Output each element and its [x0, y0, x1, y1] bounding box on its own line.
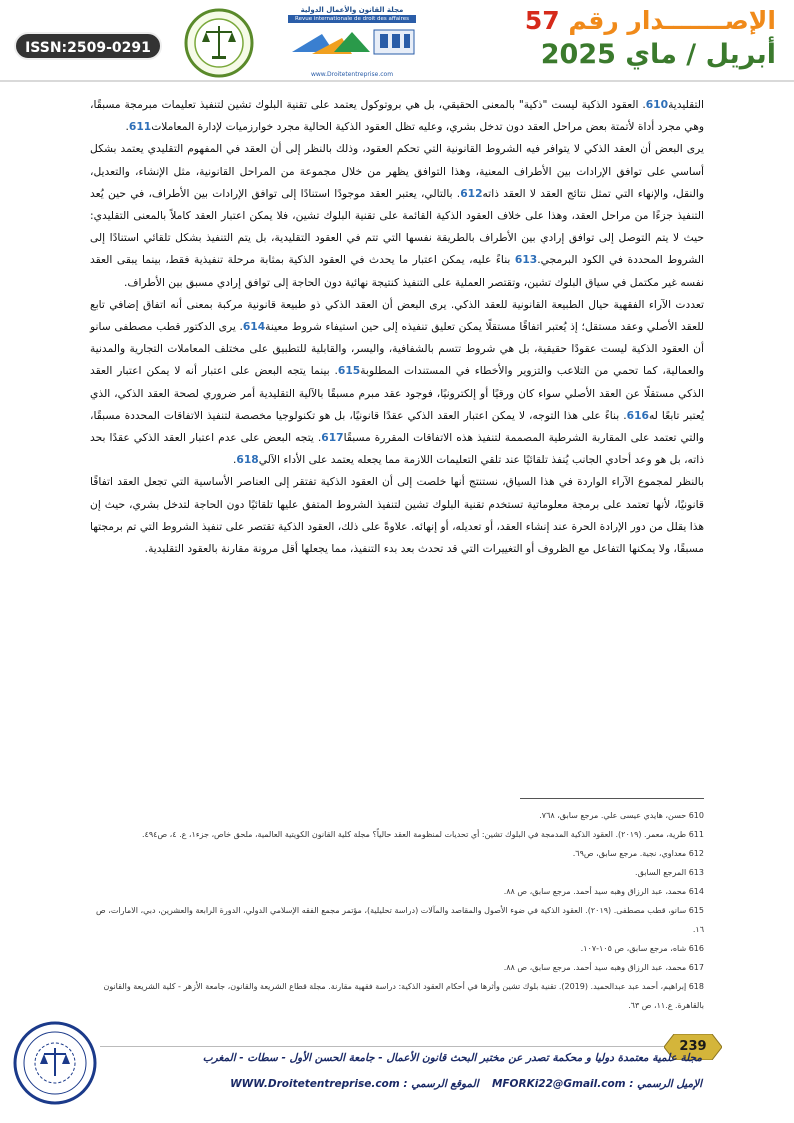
footnote-ref-link[interactable]: 612 [460, 186, 483, 200]
paragraph-text: يرى البعض أن العقد الذكي لا يتوافر فيه الشروط القانونية التي تحكم العقود، وذلك بالنظر إلى أن العقد في المفهوم التقليدي يعتمد بشكل أساسي على توافق الإرادات بين الأطراف المعنية، وهذا التوافق يظهر من خلال مجموعة من المراحل القانونية، مثل الإنشاء، والتعديل، والنقل، والإنهاء التي تمثل نتائج العقد لا العقد ذاته [90, 142, 704, 200]
footnote: 618 إبراهيم، أحمد عبد عبدالحميد. (2019). تقنية بلوك تشين وأثرها في أحكام العقود الذكية: دراسة فقهية مقارنة. مجلة قطاع الشريعة والقانون، جامعة الأزهر - كلية الشريعة والقانون بالقاهرة. ع.١١، ص ٦٣. [103, 982, 704, 1010]
footnote: 617 محمد، عبد الرزاق وهبه سيد أحمد. مرجع سابق، ص ٨٨. [503, 963, 704, 972]
issn-badge: ISSN:2509-0291 [14, 32, 162, 60]
footnote: 613 المرجع السابق. [635, 868, 704, 877]
university-seal-icon [12, 1020, 98, 1106]
paragraph-text: التقليدية [668, 98, 704, 111]
email-link[interactable]: MFORKi22@Gmail.com [491, 1078, 626, 1090]
site-label: الموقع الرسمي : [403, 1078, 479, 1090]
issue-date: أبريل / ماي 2025 [540, 39, 776, 70]
issue-number: 57 [524, 6, 560, 35]
footnote-ref-link[interactable]: 618 [236, 453, 259, 467]
lab-seal-icon [174, 8, 264, 78]
paragraph [90, 94, 704, 138]
footnote-ref-link[interactable]: 617 [321, 431, 344, 445]
paragraph-text: . العقود الذكية ليست "ذكية" بالمعنى الحقيقي، بل هي بروتوكول يعتمد على تقنية البلوك تشين لتنفيذ تعليمات مبرمجة مسبقًا، وهي مجرد أداة لأتمتة بعض مراحل العقد دون تدخل بشري، وعليه تظل العقود الذكية الحالية مجرد خوارزميات لإدارة المعاملات [90, 98, 704, 134]
footnote-ref-link[interactable]: 615 [337, 364, 361, 378]
journal-title: مجلة القانون والأعمال الدولية [300, 6, 404, 14]
header-divider [0, 80, 794, 82]
footnote-ref-link[interactable]: 610 [645, 98, 669, 111]
journal-url: www.Droitetentreprise.com [310, 71, 394, 78]
paragraph-text: . [233, 453, 237, 467]
journal-logo [282, 6, 422, 78]
paragraph-text: بناءً عليه، يمكن اعتبار ما يحدث في العقود الذكية بمثابة مرحلة تنفيذية فقط، بينما يبقى العقد نفسه غير مكتمل في سياق البلوك تشين، وتقتصر العملية على التنفيذ كنتيجة نهائية دون الحاجة إلى توافق إرادي مسبق بين الأطراف. [90, 253, 704, 289]
footnote-ref-link[interactable]: 613 [514, 253, 538, 267]
article-body [90, 94, 704, 560]
footnote-ref-link[interactable]: 611 [128, 120, 152, 134]
footnote-separator [520, 798, 704, 799]
issue-line [506, 6, 776, 35]
paragraph [90, 471, 704, 560]
paragraph [90, 138, 704, 293]
issue-word: الإصـــــــدار رقم [568, 6, 776, 35]
book-logo-icon [282, 24, 422, 60]
footnote-ref-link[interactable]: 616 [626, 408, 649, 422]
footnote: 611 طرية، معمر. (٢٠١٩). العقود الذكية المدمجة في البلوك تشين: أي تحديات لمنظومة العقد حالياً؟ مجلة كلية القانون الكويتية العالمية، ملحق خاص، جزء١، ع. ٤، ص٤٩٤. [142, 830, 704, 839]
footnote: 610 حسن، هايدي عيسى علي. مرجع سابق، ٧٦٨. [539, 811, 704, 820]
paragraph-text: . بناءً على هذا التوجه، لا يمكن اعتبار العقد الذكي عقدًا قانونيًا، بل هو تكنولوجيا مخصصة لتنفيذ الاتفاقات المحددة مسبقًا، والتي تعتمد على المقاربة الشرطية المصممة لتنفيذ هذه الاتفاقات المقررة مسبقًا [90, 408, 704, 445]
page-header [0, 0, 794, 88]
footnote-ref-link[interactable]: 614 [242, 320, 266, 334]
footnotes [90, 806, 704, 1015]
footnote: 615 سانو، قطب مصطفى. (٢٠١٩). العقود الذكية في ضوء الأصول والمقاصد والمآلات (دراسة تحليلية)، مؤتمر مجمع الفقه الإسلامي الدولي، الدورة الرابعة والعشرين، دبي، الامارات، ص ١٦. [96, 906, 704, 934]
paragraph [90, 294, 704, 472]
paragraph-text: . [125, 120, 129, 134]
email-label: الإميل الرسمي : [629, 1078, 702, 1090]
footnote: 614 محمد، عبد الرزاق وهبه سيد أحمد. مرجع سابق، ص ٨٨. [503, 887, 704, 896]
paragraph-text: . بالتالي، يعتبر العقد موجودًا استنادًا إلى توافق الإرادات بين الأطراف، في حين يُعد التنفيذ جزءًا من مراحل العقد، وهذا على خلاف العقود الذكية القائمة على تقنية البلوك تشين، فلا يمكن اعتبار العقد كاملاً بالمعنى التقليدي: حيث لا يتم التوصل إلى توافق إرادي بين الأطراف بالطريقة نفسها التي تتم في العقود التقليدية، بل يتم التنفيذ بشكل تلقائي استنادًا إلى الشروط المحددة في الكود البرمجي. [90, 186, 704, 267]
paragraph-text: . يرى الدكتور قطب مصطفى سانو أن العقود الذكية ليست عقودًا حقيقية، بل هي شروط تتسم بالشفافية، واليسر، والقابلية للتطبيق على مختلف المعاملات التجارية والمدنية والعمالية، كما تحمي من التلاعب والتزوير والأخطاء في المستندات المطلوبة [90, 320, 704, 378]
page-number: 239 [679, 1039, 707, 1054]
footnote: 612 معداوي، نجية. مرجع سابق، ص٦٩. [572, 849, 704, 858]
footer-contact-line [132, 1078, 702, 1090]
journal-band: Revue internationale de droit des affaires [288, 15, 416, 23]
footer-journal-line: مجلة علمية معتمدة دوليا و محكمة تصدر عن مختبر البحث قانون الأعمال - جامعة الحسن الأول - سطات - المغرب [202, 1052, 702, 1064]
footnote: 616 شاه، مرجع سابق، ص ١٠٥-١٠٧. [580, 944, 704, 953]
paragraph-text: . بينما يتجه البعض على اعتبار أنه لا يمكن اعتبار العقد الذكي مستقلًا عن العقد الأصلي سواء كان ورقيًا أو إلكترونيًا، فوجود عقد مبرم مسبقًا بالآلية التقليدية أمر ضروري لصحة العقد الذكي، الذي يُعتبر تابعًا له [90, 364, 704, 422]
paragraph-text: . يتجه البعض على عدم اعتبار العقد الذكي عقدًا بحد ذاته، بل هو وعد أحادي الجانب يُنفذ تلقائيًا عند تلقي التعليمات اللازمة مما يجعله يعتمد على الأداء الآلي [90, 431, 704, 467]
paragraph-text: بالنظر لمجموع الآراء الواردة في هذا السياق، نستنتج أنها خلصت إلى أن العقود الذكية تفتقر إلى العناصر الأساسية التي تجعل العقد اتفاقًا قانونيًا، لأنها تعتمد على برمجة معلوماتية تستخدم تقنية البلوك تشين لتنفيذ الشروط المتفق عليها تلقائيًا دون الحاجة لتدخل بشري، حيث إن هذا يقلل من دور الإرادة الحرة عند إنشاء العقد، أو تعديله، أو إنهائه. علاوةً على ذلك، العقود الذكية تقتصر على تنفيذ الشروط التي تم برمجتها مسبقًا، ولا يمكنها التفاعل مع الظروف أو التغييرات التي قد تحدث بعد بدء التنفيذ، مما يجعلها أقل مرونة مقارنة بالعقود التقليدية. [90, 475, 704, 556]
footer-divider [100, 1046, 664, 1047]
paragraph-text: تعددت الآراء الفقهية حيال الطبيعة القانونية للعقد الذكي. يرى البعض أن العقد الذكي ذو طبيعة قانونية مركبة بمعنى أنه اتفاق إضافي تابع للعقد الأصلي وعقد مستقل؛ إذ يُعتبر اتفاقًا مستقلًا يمكن تعليق تنفيذه إلى حين استيفاء شروط معينة [90, 297, 704, 334]
site-link[interactable]: WWW.Droitetentreprise.com [230, 1078, 400, 1090]
issue-info [506, 6, 776, 70]
